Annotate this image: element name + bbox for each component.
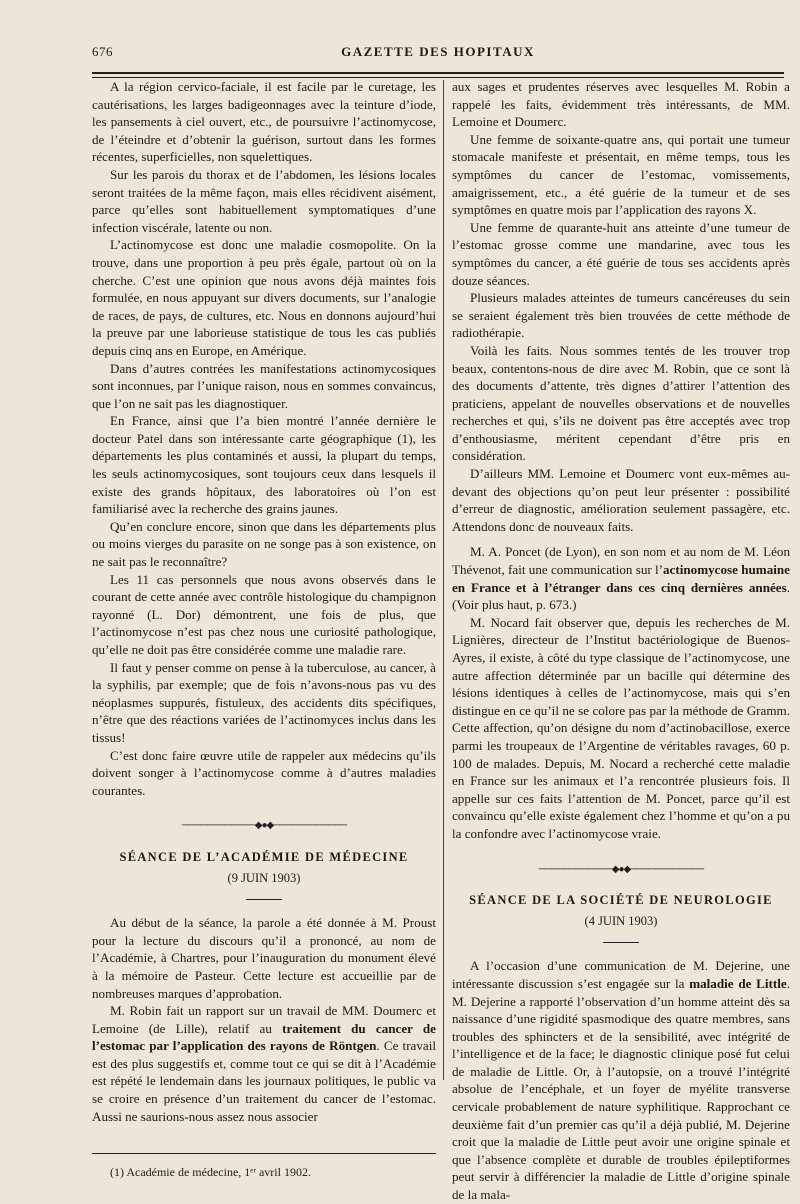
text-run: . M. Dejerine a rapporté l’observation d’un homme atteint dès sa naissance d’une rigidité spasmodique des quatre membres, sans troubles des sphincters et de la sensibilité, avec intégrité de l’intelligence et de la face; le diagnostic clinique posé fut celui de maladie de Little. Or, à l’autopsie, on a trouvé l’intégrité absolue de l’encéphale, et un foyer de myélite transverse cervicale probablement de nature syphilitique. Rapprochant ce deuxième fait d’un premier cas qu’il a déjà publié, M. Dejerine croit que la maladie de Little peut avoir une origine spinale et que l’absence complète et durable de troubles épileptiformes peut servir à différencier la maladie de Little d’origine spinale de la mala- [452, 975, 790, 1203]
paragraph: Au début de la séance, la parole a été donnée à M. Proust pour la lecture du discours qu’il a prononcé, au nom de l’Académie, à Chartres, pour l’inauguration du monument élevé à la mémoire de Pasteur. Cette lecture est accueillie par de nombreuses marques d’approbation. [92, 915, 436, 1001]
paragraph [452, 543, 790, 613]
paragraph: L’actinomycose est donc une maladie cosmopolite. On la trouve, dans une proportion à peu près égale, partout où on la cherche. C’est une opinion que nous avons déjà maintes fois formulée, en nous appuyant sur divers documents, sur l’analogie de races, de pays, de cultures, etc. Nous en donnons aujourd’hui la preuve par une laborieuse statistique de tous les cas publiés depuis cinq ans en Europe, en Amérique. [92, 237, 436, 358]
paragraph: A la région cervico-faciale, il est facile par le curetage, les cautérisations, les larges badigeonnages avec la teinture d’iode, les pansements à ciel ouvert, etc., de poursuivre l’actinomycose, de l’éteindre et d’obtenir la guérison, surtout dans les formes récentes, superficielles, non squelettiques. [92, 79, 436, 165]
paragraph: Plusieurs malades atteintes de tumeurs cancéreuses du sein se seraient également très bien trouvées de cette méthode de radiothérapie. [452, 290, 790, 341]
paragraph: En France, ainsi que l’a bien montré l’année dernière le docteur Patel dans son intéressante carte géographique (1), les départements les plus contaminés et aussi, la plupart du temps, les seuls actinomycosiques, sont toujours ceux dans lesquels il existe des grands hôpitaux, des laboratoires où l’on est familiarisé avec la recherche des grains jaunes. [92, 413, 436, 517]
paragraph [92, 1002, 436, 1125]
header-rule [92, 72, 784, 74]
page-number: 676 [92, 44, 113, 59]
section-title: SÉANCE DE L’ACADÉMIE DE MÉDECINE [119, 849, 409, 864]
paragraph: Les 11 cas personnels que nous avons observés dans le courant de cette année avec contrôle histologique du champignon rayonné (L. Dor) démontrent, une fois de plus, que l’actinomycose n’est pas chez nous une curiosité pathologique, qu’elle ne doit pas être considérée comme une maladie rare. [92, 571, 436, 657]
left-column [92, 78, 436, 1182]
emphasis: traitement du cancer de l’estomac par l’application des rayons de Röntgen [92, 1020, 436, 1054]
running-header [92, 44, 784, 64]
paragraph: C’est donc faire œuvre utile de rappeler aux médecins qu’ils doivent songer à l’actinomycose comme à d’autres maladies courantes. [92, 747, 436, 798]
footnote-rule [92, 1153, 436, 1154]
spacer [452, 535, 790, 543]
section-date: (9 JUIN 1903) [227, 870, 301, 885]
paragraph: D’ailleurs MM. Lemoine et Doumerc vont eux-mêmes au-devant des objections qu’on peut leur présenter : possibilité d’erreur de diagnostic, amélioration seulement passagère, etc. Attendons donc de nouveaux faits. [452, 466, 790, 534]
ornament-divider: ────────────◆●◆──────────── [538, 863, 704, 875]
journal-title: GAZETTE DES HOPITAUX [341, 44, 535, 59]
column-divider [443, 80, 444, 1080]
paragraph [452, 957, 790, 1203]
text-run: . Ce travail est des plus suggestifs et, comme tout ce qui se dit à l’Académie est répété le lendemain dans les journaux politiques, le public va se croire en présence d’un traitement du cancer de l’estomac. Aussi ne saurions-nous assez nous associer [92, 1038, 437, 1124]
paragraph: Une femme de soixante-quatre ans, qui portait une tumeur stomacale manifeste et présentait, en même temps, tous les symptômes du cancer de l’estomac, vomissements, amaigrissement, etc., a été guérie de la tumeur et de ses symptômes en quatre mois par l’application des rayons X. [452, 131, 790, 218]
paragraph: M. Nocard fait observer que, depuis les recherches de M. Lignières, directeur de l’Institut bactériologique de Buenos-Ayres, il existe, à côté du type classique de l’actinomycose, une autre affection déterminée par un bacille qui détermine des lésions identiques à celles de l’actinomycose, mais qui s’en distingue en ce qu’il ne se colore pas par la méthode de Gramm. Cette affection, qu’on désigne du nom d’actinobacillose, exerce parmi les troupeaux de l’Argentine de véritables ravages, 60 p. 100 de malades. Depuis, M. Nocard a recherché cette maladie en France sur les animaux et l’a rencontrée plusieurs fois. Il appelle sur ces faits l’attention de M. Poncet, parce qu’il est convaincu qu’elle existe également chez l’homme et qu’on a pu la confondre avec l’actinomycose vraie. [452, 614, 790, 841]
paragraph: Dans d’autres contrées les manifestations actinomycosiques sont inconnues, par l’unique raison, nous en sommes convaincus, que l’on ne sait pas les diagnostiquer. [92, 360, 436, 411]
section-title: SÉANCE DE LA SOCIÉTÉ DE NEUROLOGIE [469, 893, 773, 908]
text-run: M. Robin fait un rapport sur un travail de MM. Doumerc et Lemoine (de Lille), relatif au [92, 1003, 436, 1036]
paragraph: Voilà les faits. Nous sommes tentés de les trouver trop beaux, contentons-nous de dire avec M. Robin, que ce sont là des documents d’attente, très dignes d’attirer l’attention des praticiens, appelant de nouvelles observations et de nouvelles recherches et qui, s’ils ne doivent pas être acceptés avec trop d’enthousiasme, méritent cependant d’être pris en considération. [452, 342, 790, 464]
text-run: A l’occasion d’une communication de M. Dejerine, une intéressante discussion s’est engagée sur la [452, 958, 790, 991]
section-date: (4 JUIN 1903) [584, 913, 658, 928]
paragraph: Il faut y penser comme on pense à la tuberculose, au cancer, à la syphilis, par exemple; que de fois n’avons-nous pas vu des néoplasmes suppurés, fistuleux, des accidents dits spécifiques, n’être que des réactions variées de l’actinomyces inclus dans les tissus! [92, 659, 436, 745]
text-run: M. A. Poncet (de Lyon), en son nom et au nom de M. Léon Thévenot, fait une communication sur l’ [452, 544, 790, 578]
text-run: . (Voir plus haut, p. 673.) [452, 579, 790, 613]
emphasis: actinomycose humaine en France et à l’étranger dans ces cinq dernières années [452, 562, 790, 595]
paragraph: aux sages et prudentes réserves avec lesquelles M. Robin a rappelé les faits, évidemment très intéressants, de MM. Lemoine et Doumerc. [452, 79, 790, 130]
paragraph: Qu’en conclure encore, sinon que dans les départements plus ou moins vierges du parasite on ne songe pas à son existence, on ne sait pas le reconnaître? [92, 518, 436, 570]
ornament-divider: ────────────◆●◆──────────── [181, 820, 347, 832]
footnote: (1) Académie de médecine, 1ᵉʳ avril 1902. [110, 1165, 311, 1180]
paragraph: Sur les parois du thorax et de l’abdomen, les lésions locales seront traitées de la même façon, mais elles récidivent aisément, parce qu’elles sont habituellement symptomatiques d’une infection viscérale, latente ou non. [92, 166, 436, 235]
paragraph: Une femme de quarante-huit ans atteinte d’une tumeur de l’estomac grosse comme une mandarine, avec tous les symptômes du cancer, a été guérie de tous ses accidents après douze séances. [452, 219, 790, 288]
short-rule [246, 899, 282, 900]
short-rule [603, 942, 639, 943]
emphasis: maladie de Little [689, 975, 787, 991]
right-column [452, 78, 790, 1204]
